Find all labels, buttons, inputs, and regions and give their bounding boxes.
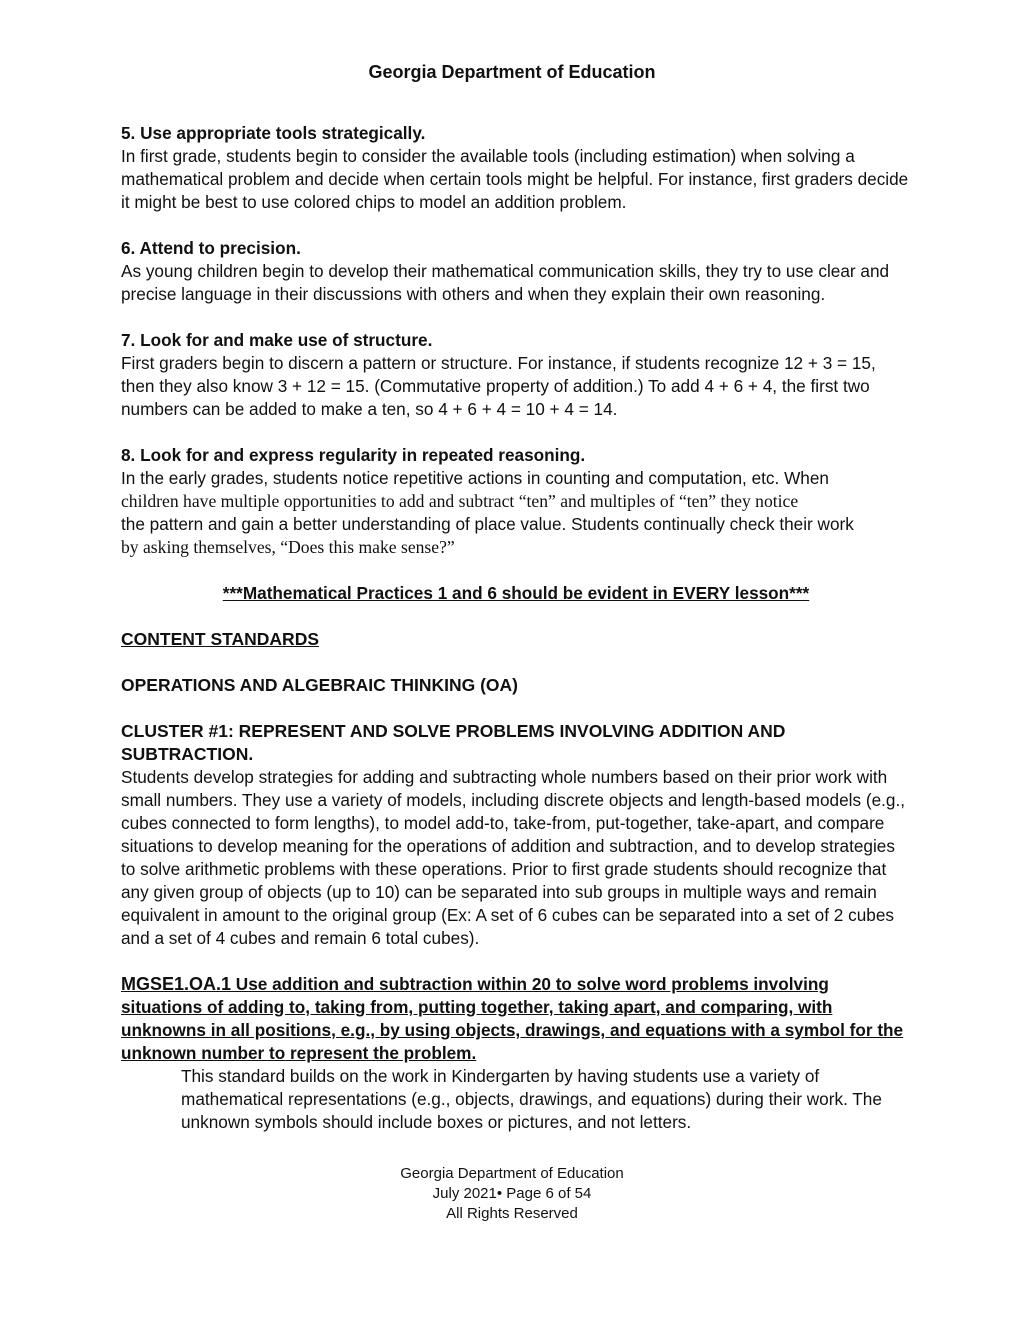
footer-page-info: July 2021• Page 6 of 54 — [432, 1185, 592, 1202]
footer-org: Georgia Department of Education — [400, 1165, 624, 1182]
standard-code: MGSE1.OA.1 — [121, 974, 232, 994]
practice-6-heading: 6. Attend to precision. — [121, 238, 301, 258]
practice-8-body-line4: by asking themselves, “Does this make sense?” — [121, 537, 455, 557]
standard-explanation: This standard builds on the work in Kindergarten by having students use a variety of mathematical representations (e.g., objects, drawings, and equations) during their work. The unknown symbols should include boxes or pictures, and not letters. — [181, 1066, 882, 1132]
practice-7-heading: 7. Look for and make use of structure. — [121, 330, 433, 350]
standard-text: Use addition and subtraction within 20 to solve word problems involving situations of adding to, taking from, putting together, taking apart, and comparing, with unknowns in all positions, e.g., by using objects, drawings, and equations with a symbol for the unknown number to represent the problem. — [121, 974, 904, 1063]
cluster-heading: CLUSTER #1: REPRESENT AND SOLVE PROBLEMS INVOLVING ADDITION AND SUBTRACTION. — [121, 721, 786, 764]
practice-8-heading: 8. Look for and express regularity in repeated reasoning. — [121, 445, 586, 465]
domain-heading: OPERATIONS AND ALGEBRAIC THINKING (OA) — [121, 675, 518, 695]
practice-8-body-line2: children have multiple opportunities to add and subtract “ten” and multiples of “ten” they notice — [121, 491, 799, 511]
practice-8-body-line1: In the early grades, students notice repetitive actions in counting and computation, etc. When — [121, 468, 829, 488]
practice-7-body: First graders begin to discern a pattern or structure. For instance, if students recognize 12 + 3 = 15, then they also know 3 + 12 = 15. (Commutative property of addition.) To add 4 + 6 + 4, the first two numbers can be added to make a ten, so 4 + 6 + 4 = 10 + 4 = 14. — [121, 353, 876, 419]
standard-statement — [121, 973, 911, 1065]
emphasis-note: ***Mathematical Practices 1 and 6 should be evident in EVERY lesson*** — [222, 583, 810, 603]
practice-5-heading: 5. Use appropriate tools strategically. — [121, 123, 426, 143]
footer-rights: All Rights Reserved — [446, 1205, 578, 1222]
practice-6-body: As young children begin to develop their mathematical communication skills, they try to use clear and precise language in their discussions with others and when they explain their own reasoning. — [121, 261, 890, 304]
cluster-body: Students develop strategies for adding and subtracting whole numbers based on their prior work with small numbers. They use a variety of models, including discrete objects and length-based models (e.g., cubes connected to form lengths), to model add-to, take-from, put-together, take-apart, and compare situations to develop meaning for the operations of addition and subtraction, and to develop strategies to solve arithmetic problems with these operations. Prior to first grade students should recognize that any given group of objects (up to 10) can be separated into sub groups in multiple ways and remain equivalent in amount to the original group (Ex: A set of 6 cubes can be separated into a set of 2 cubes and a set of 4 cubes and remain 6 total cubes). — [121, 767, 906, 948]
page-content — [121, 122, 911, 1134]
page-footer — [0, 1164, 1024, 1224]
practice-5-body: In first grade, students begin to consider the available tools (including estimation) when solving a mathematical problem and decide when certain tools might be helpful. For instance, first graders decide it might be best to use colored chips to model an addition problem. — [121, 146, 909, 212]
content-standards-heading: CONTENT STANDARDS — [121, 629, 320, 649]
practice-8-body-line3: the pattern and gain a better understanding of place value. Students continually check their work — [121, 514, 854, 534]
page-header: Georgia Department of Education — [368, 62, 656, 82]
